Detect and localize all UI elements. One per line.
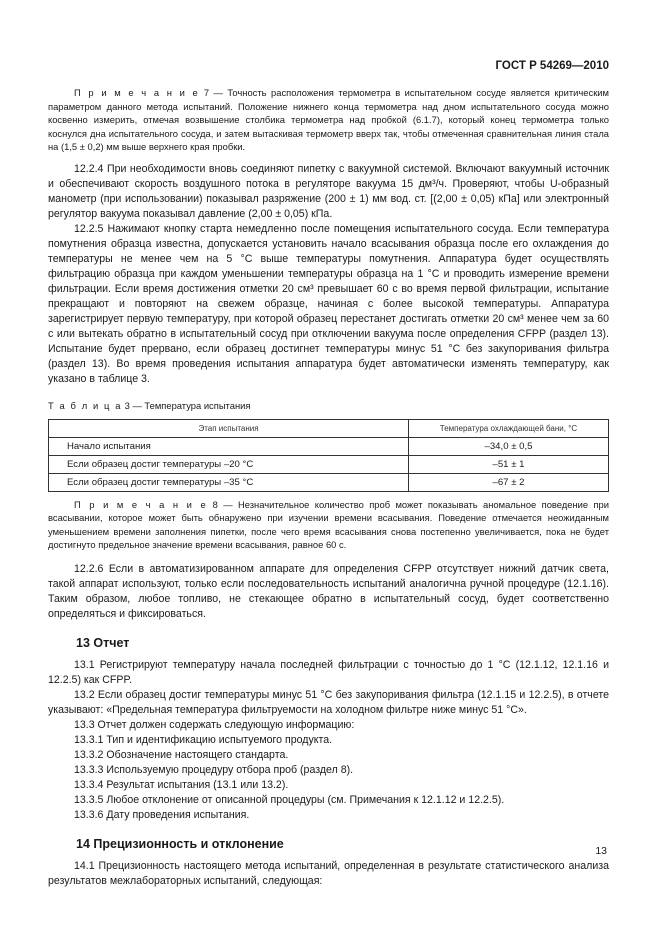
table-cell: –34,0 ± 0,5 (409, 437, 609, 455)
table-3 (48, 419, 609, 492)
table-cell: –67 ± 2 (409, 473, 609, 491)
note-7 (48, 86, 609, 154)
table-header-cell: Этап испытания (49, 419, 409, 437)
list-item: 13.3.4 Результат испытания (13.1 или 13.2). (74, 778, 289, 791)
section-14-title: 14 Прецизионность и отклонение (76, 836, 284, 851)
page-content (48, 80, 609, 889)
note-text: 7 — Точность расположения термометра в испытательном сосуде является критическим параметром данного метода испытаний. Положение нижнего конца термометра над дном испытательного сосуда можно косвенно измерить, отмечая возвышение столбика термометра над пробкой (6.1.7), который конец термометра только коснулся дна испытательного сосуда, и затем вытаскивая термометр вверх так, чтобы отмеченная сравнительная линия стала на (1,5 ± 0,2) мм выше верхнего края пробки. (48, 87, 609, 152)
list-item: 13.3.6 Дату проведения испытания. (74, 808, 250, 821)
paragraph-13-1: 13.1 Регистрируют температуру начала последней фильтрации с точностью до 1 °C (12.1.12, 12.1.16 и 12.2.5) как CFPP. (48, 658, 609, 686)
note-8 (48, 498, 609, 552)
table-row (49, 455, 609, 473)
note-label: П р и м е ч а н и е (74, 498, 208, 510)
table-header-cell: Температура охлаждающей бани, °C (409, 419, 609, 437)
section-13-title: 13 Отчет (76, 635, 130, 650)
page-number: 13 (595, 845, 607, 857)
paragraph-12-2-5: 12.2.5 Нажимают кнопку старта немедленно после помещения испытательного сосуда. Если температура помутнения образца известна, допускается установить начало всасывания образца после его охлаждения до температуры не менее чем на 5 °C выше температуры помутнения. Аппаратура будет осуществлять фильтрацию образца при каждом уменьшении температуры образца на 1 °C и проводить измерение времени фильтрации. Если время достижения отметки 20 см³ превышает 60 с во время первой фильтрации, испытание прекращают и повторяют на свежем образце, начиная с более высокой температуры. Аппаратура зарегистрирует первую температуру, при которой образец перестанет достигать отметки 20 см³ менее чем за 60 с или вытекать обратно в испытательный сосуд при отключении вакуума после определения CFPP (раздел 13). Испытание будет прервано, если образец достигнет температуры минус 51 °C без закупоривания фильтра (раздел 13). Во время проведения испытания аппаратура будет автоматически изменять температуру, как указано в таблице 3. (48, 222, 609, 385)
table-3-title (48, 400, 609, 411)
list-item: 13.3.2 Обозначение настоящего стандарта. (74, 748, 289, 761)
table-caption: 3 — Температура испытания (122, 399, 251, 411)
list-item: 13.3 Отчет должен содержать следующую информацию: (74, 718, 355, 731)
table-cell: Если образец достиг температуры –20 °C (49, 455, 409, 473)
paragraph-14-1: 14.1 Прецизионность настоящего метода испытаний, определенная в результате статистического анализа результатов межлабораторных испытаний, следующая: (48, 859, 609, 887)
list-item: 13.3.3 Используемую процедуру отбора проб (раздел 8). (74, 763, 354, 776)
note-label: П р и м е ч а н и е (74, 87, 200, 98)
table-row (49, 437, 609, 455)
table-cell: Начало испытания (49, 437, 409, 455)
list-item: 13.3.5 Любое отклонение от описанной процедуры (см. Примечания к 12.1.12 и 12.2.5). (74, 793, 505, 806)
table-cell: Если образец достиг температуры –35 °C (49, 473, 409, 491)
note-text: 8 — Незначительное количество проб может показывать аномальное поведение при всасывании, которое может быть обнаружено при изучении времени всасывания. Поведение отмечается неожиданным уменьшением времени заполнения пипетки, после чего время всасывания снова постепенно увеличивается, пока не будет достигнуто предельное значение времени всасывания, равное 60 с. (48, 498, 609, 550)
table-header-row (49, 419, 609, 437)
paragraph-12-2-6: 12.2.6 Если в автоматизированном аппарате для определения CFPP отсутствует нижний датчик света, такой аппарат используют, только если последовательность испытаний аналогична ручной процедуре (12.1.16). Таким образом, любое топливо, не стекающее обратно в испытательный сосуд, будет соответственно определяться и фиксироваться. (48, 562, 609, 620)
list-item: 13.3.1 Тип и идентификацию испытуемого продукта. (74, 733, 333, 746)
paragraph-13-2: 13.2 Если образец достиг температуры минус 51 °C без закупоривания фильтра (12.1.15 и 12.2.5), в отчете указывают: «Предельная температура фильтруемости на холодном фильтре ниже минус 51 °C». (48, 688, 609, 716)
table-row (49, 473, 609, 491)
paragraph-12-2-4: 12.2.4 При необходимости вновь соединяют пипетку с вакуумной системой. Включают вакуумный источник и обеспечивают скорость воздушного потока в регуляторе вакуума 15 дм³/ч. Проверяют, чтобы U-образный манометр (при использовании) показывал разряжение (200 ± 1) мм вод. ст. [(2,00 ± 0,05) кПа] или электронный регулятор вакуума показывал давление (2,00 ± 0,05) кПа. (48, 162, 609, 220)
table-cell: –51 ± 1 (409, 455, 609, 473)
table-label: Т а б л и ц а (48, 399, 123, 411)
document-id: ГОСТ Р 54269—2010 (495, 60, 609, 72)
